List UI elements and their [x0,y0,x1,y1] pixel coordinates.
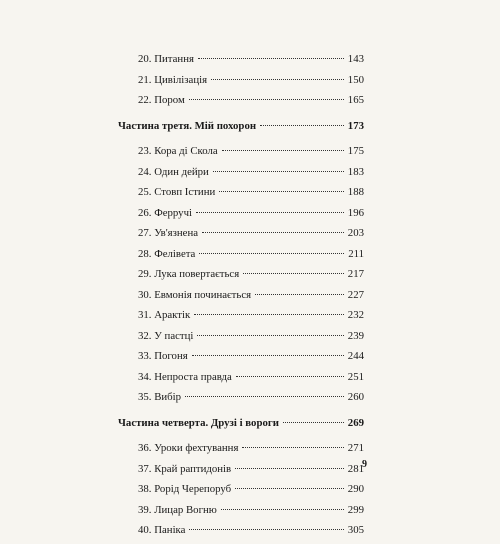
dot-leader [213,171,344,172]
toc-entry-title: 25. Стовп Істини [138,186,216,198]
toc-entry-title: 38. Рорід Черепоруб [138,483,232,495]
toc-entry-title: 28. Феліветa [138,247,196,260]
toc-entry [118,329,364,350]
toc-entry-page: 165 [347,94,364,106]
toc-entry-title: 24. Один дейри [138,165,209,178]
toc-entry-page: 299 [347,503,364,516]
toc-entry-title: 32. У пастці [138,329,194,342]
toc-entry-page: 188 [347,186,364,198]
dot-leader [235,488,344,489]
toc-entry-title: 31. Арактік [138,309,191,321]
toc-entry [118,370,364,391]
toc-entry [118,308,364,329]
toc-entry-page: 211 [348,247,364,260]
toc-entry-page: 281 [347,462,364,475]
toc-entry-page: 305 [347,524,364,536]
toc-part-heading [118,119,364,140]
toc-entry-title: 37. Край раптидонів [138,462,232,475]
toc-entry [118,73,364,94]
toc-entry-title: 34. Непроста правда [138,370,232,383]
toc-entry [118,267,364,288]
dot-leader [283,422,344,423]
toc-entry [118,93,364,114]
toc-entry-page: 260 [347,391,364,403]
toc-entry-page: 227 [347,288,364,301]
dot-leader [242,447,343,448]
toc-part-heading [118,416,364,437]
toc-entry [118,185,364,206]
table-of-contents [118,52,364,544]
toc-entry-title: 21. Цивілізація [138,73,208,86]
toc-entry-page: 232 [347,309,364,321]
toc-entry [118,52,364,73]
toc-entry-title: 35. Вибір [138,391,182,403]
dot-leader [255,294,344,295]
part-title: Частина третя. Мій похорон [118,119,257,132]
toc-entry [118,390,364,411]
toc-entry-title: 27. Ув'язнена [138,227,199,239]
toc-entry-page: 175 [347,145,364,157]
toc-entry [118,462,364,483]
toc-entry-page: 217 [347,268,364,280]
toc-entry-title: 23. Кора ді Скола [138,145,218,157]
toc-entry-page: 143 [347,53,364,65]
toc-entry [118,144,364,165]
dot-leader [196,212,344,213]
toc-entry-page: 290 [347,483,364,495]
toc-entry [118,288,364,309]
toc-entry [118,441,364,462]
dot-leader [222,150,344,151]
dot-leader [189,529,343,530]
toc-entry-page: 150 [347,73,364,86]
dot-leader [235,468,344,469]
dot-leader [198,58,344,59]
dot-leader [211,79,344,80]
toc-entry-page: 239 [347,329,364,342]
toc-entry-title: 33. Погоня [138,350,188,362]
toc-entry-page: 244 [347,350,364,362]
toc-entry [118,165,364,186]
dot-leader [197,335,343,336]
toc-entry-page: 203 [347,227,364,239]
dot-leader [194,314,344,315]
dot-leader [202,232,344,233]
toc-entry-page: 271 [347,442,364,454]
dot-leader [192,355,344,356]
toc-entry-title: 36. Уроки фехтування [138,442,239,454]
dot-leader [199,253,344,254]
toc-entry [118,206,364,227]
toc-entry-page: 196 [347,206,364,219]
dot-leader [189,99,344,100]
toc-entry-page: 183 [347,165,364,178]
part-page: 173 [347,119,364,132]
toc-entry-title: 30. Евмонія починається [138,288,252,301]
toc-entry [118,523,364,544]
toc-entry-title: 22. Пором [138,94,185,106]
dot-leader [236,376,344,377]
toc-entry [118,503,364,524]
toc-entry [118,482,364,503]
toc-entry-title: 39. Лицар Вогню [138,503,217,516]
part-title: Частина четверта. Друзі і вороги [118,416,279,429]
toc-entry-title: 26. Ферручі [138,206,193,219]
toc-entry-page: 251 [347,370,364,383]
dot-leader [221,509,344,510]
toc-entry [118,226,364,247]
toc-entry-title: 40. Паніка [138,524,186,536]
dot-leader [219,191,344,192]
toc-entry [118,349,364,370]
toc-entry-title: 20. Питання [138,53,194,65]
toc-entry [118,247,364,268]
dot-leader [260,125,344,126]
dot-leader [185,396,344,397]
part-page: 269 [347,416,364,429]
page-number: 9 [362,459,367,470]
toc-entry-title: 29. Лука повертається [138,268,240,280]
dot-leader [243,273,344,274]
